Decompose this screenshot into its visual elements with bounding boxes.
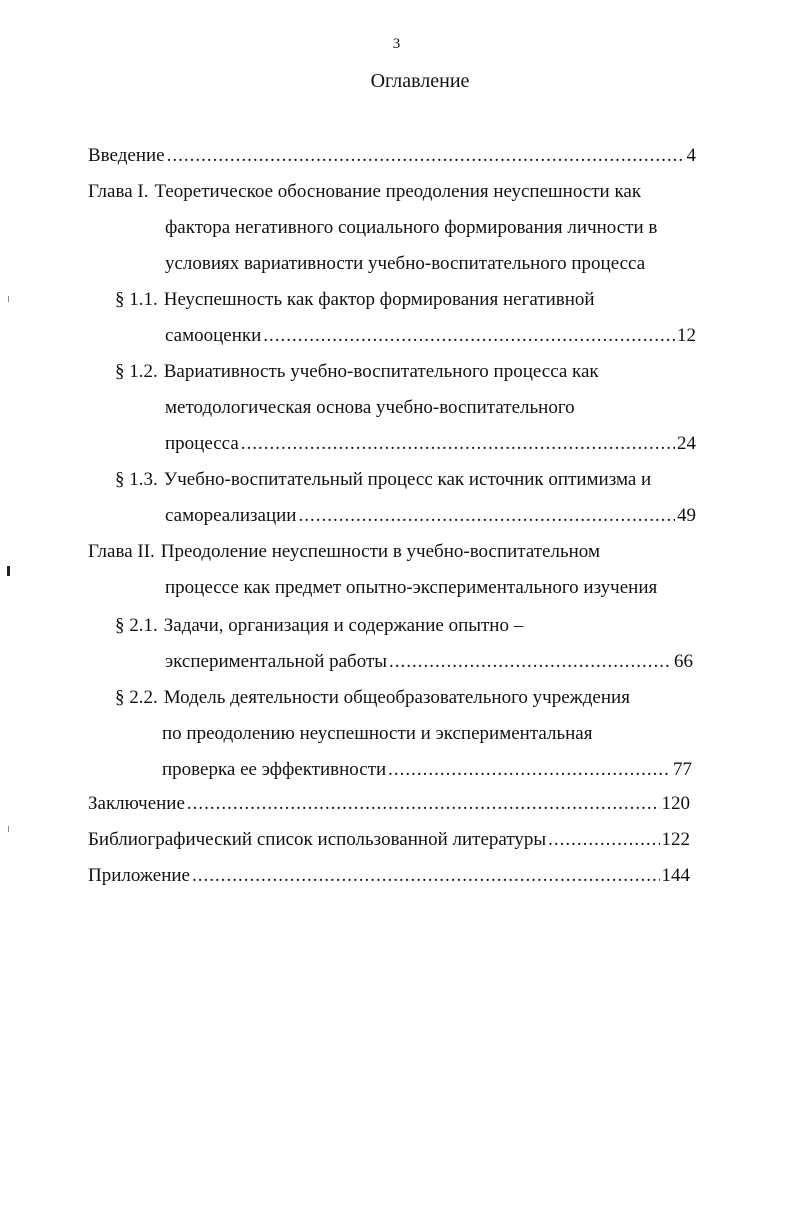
toc-section-1-3-line2 bbox=[165, 504, 696, 528]
toc-page-number: 49 bbox=[677, 505, 696, 526]
toc-page-number: 12 bbox=[677, 325, 696, 346]
toc-entry-text: Введение bbox=[88, 145, 165, 166]
scan-mark bbox=[8, 826, 9, 832]
chapter-label: Глава II. bbox=[88, 541, 155, 562]
dot-leader bbox=[167, 144, 685, 168]
toc-entry-intro bbox=[88, 144, 696, 168]
section-label: § 1.2. bbox=[115, 361, 158, 382]
dot-leader bbox=[548, 828, 659, 852]
toc-chapter-2-line2 bbox=[165, 576, 657, 600]
dot-leader bbox=[389, 650, 672, 674]
dot-leader bbox=[298, 504, 675, 528]
toc-section-1-2-line1 bbox=[115, 360, 599, 384]
section-label: § 1.3. bbox=[115, 469, 158, 490]
toc-section-2-1-line1 bbox=[115, 614, 523, 638]
toc-entry-appendix bbox=[88, 864, 690, 888]
toc-section-2-2-line3 bbox=[162, 758, 692, 782]
section-title-cont: процесса bbox=[165, 433, 239, 454]
toc-chapter-1-line2 bbox=[165, 216, 657, 240]
toc-chapter-2-line1 bbox=[88, 540, 600, 564]
section-label: § 2.1. bbox=[115, 615, 158, 636]
toc-page-number: 122 bbox=[661, 829, 690, 850]
toc-page-number: 66 bbox=[674, 651, 693, 672]
toc-section-1-3-line1 bbox=[115, 468, 651, 492]
scan-mark bbox=[8, 296, 9, 302]
section-title-cont: по преодолению неуспешности и экспериментальная bbox=[162, 723, 593, 744]
section-title-cont: самореализации bbox=[165, 505, 297, 526]
toc-section-1-2-line3 bbox=[165, 432, 696, 456]
toc-entry-text: Заключение bbox=[88, 793, 185, 814]
toc-section-2-1-line2 bbox=[165, 650, 693, 674]
section-title-cont: экспериментальной работы bbox=[165, 651, 388, 672]
toc-page-number: 120 bbox=[661, 793, 690, 814]
scan-mark bbox=[7, 566, 10, 576]
section-title-cont: проверка ее эффективности bbox=[162, 759, 387, 780]
chapter-title-cont: процессе как предмет опытно-экспериментального изучения bbox=[165, 577, 658, 598]
dot-leader bbox=[263, 324, 675, 348]
page-title: Оглавление bbox=[370, 70, 470, 92]
section-title: Задачи, организация и содержание опытно – bbox=[163, 615, 524, 636]
toc-page-number: 144 bbox=[661, 865, 690, 886]
toc-section-1-1-line1 bbox=[115, 288, 595, 312]
toc-entry-conclusion bbox=[88, 792, 690, 816]
chapter-title-cont: условиях вариативности учебно-воспитательного процесса bbox=[165, 253, 646, 274]
toc-section-2-2-line2 bbox=[162, 722, 592, 746]
page-number: 3 bbox=[392, 36, 401, 52]
chapter-title-cont: фактора негативного социального формирования личности в bbox=[165, 217, 658, 238]
dot-leader bbox=[187, 792, 660, 816]
toc-section-1-2-line2 bbox=[165, 396, 575, 420]
toc-page-number: 4 bbox=[686, 145, 696, 166]
dot-leader bbox=[192, 864, 660, 888]
section-label: § 2.2. bbox=[115, 687, 158, 708]
toc-section-2-2-line1 bbox=[115, 686, 630, 710]
section-title: Неуспешность как фактор формирования негативной bbox=[163, 289, 595, 310]
toc-section-1-1-line2 bbox=[165, 324, 696, 348]
dot-leader bbox=[388, 758, 671, 782]
section-title: Учебно-воспитательный процесс как источник оптимизма и bbox=[163, 469, 652, 490]
section-title-cont: методологическая основа учебно-воспитательного bbox=[165, 397, 575, 418]
section-label: § 1.1. bbox=[115, 289, 158, 310]
chapter-label: Глава I. bbox=[88, 181, 149, 202]
toc-entry-text: Приложение bbox=[88, 865, 190, 886]
toc-entry-bibliography bbox=[88, 828, 690, 852]
toc-entry-text: Библиографический список использованной литературы bbox=[88, 829, 547, 850]
toc-page-number: 77 bbox=[673, 759, 692, 780]
chapter-title: Теоретическое обоснование преодоления неуспешности как bbox=[154, 181, 642, 202]
toc-chapter-1-line3 bbox=[165, 252, 645, 276]
chapter-title: Преодоление неуспешности в учебно-воспитательном bbox=[160, 541, 600, 562]
section-title: Вариативность учебно-воспитательного процесса как bbox=[163, 361, 599, 382]
dot-leader bbox=[241, 432, 675, 456]
toc-chapter-1-line1 bbox=[88, 180, 641, 204]
toc-page-number: 24 bbox=[677, 433, 696, 454]
section-title-cont: самооценки bbox=[165, 325, 262, 346]
section-title: Модель деятельности общеобразовательного учреждения bbox=[163, 687, 630, 708]
